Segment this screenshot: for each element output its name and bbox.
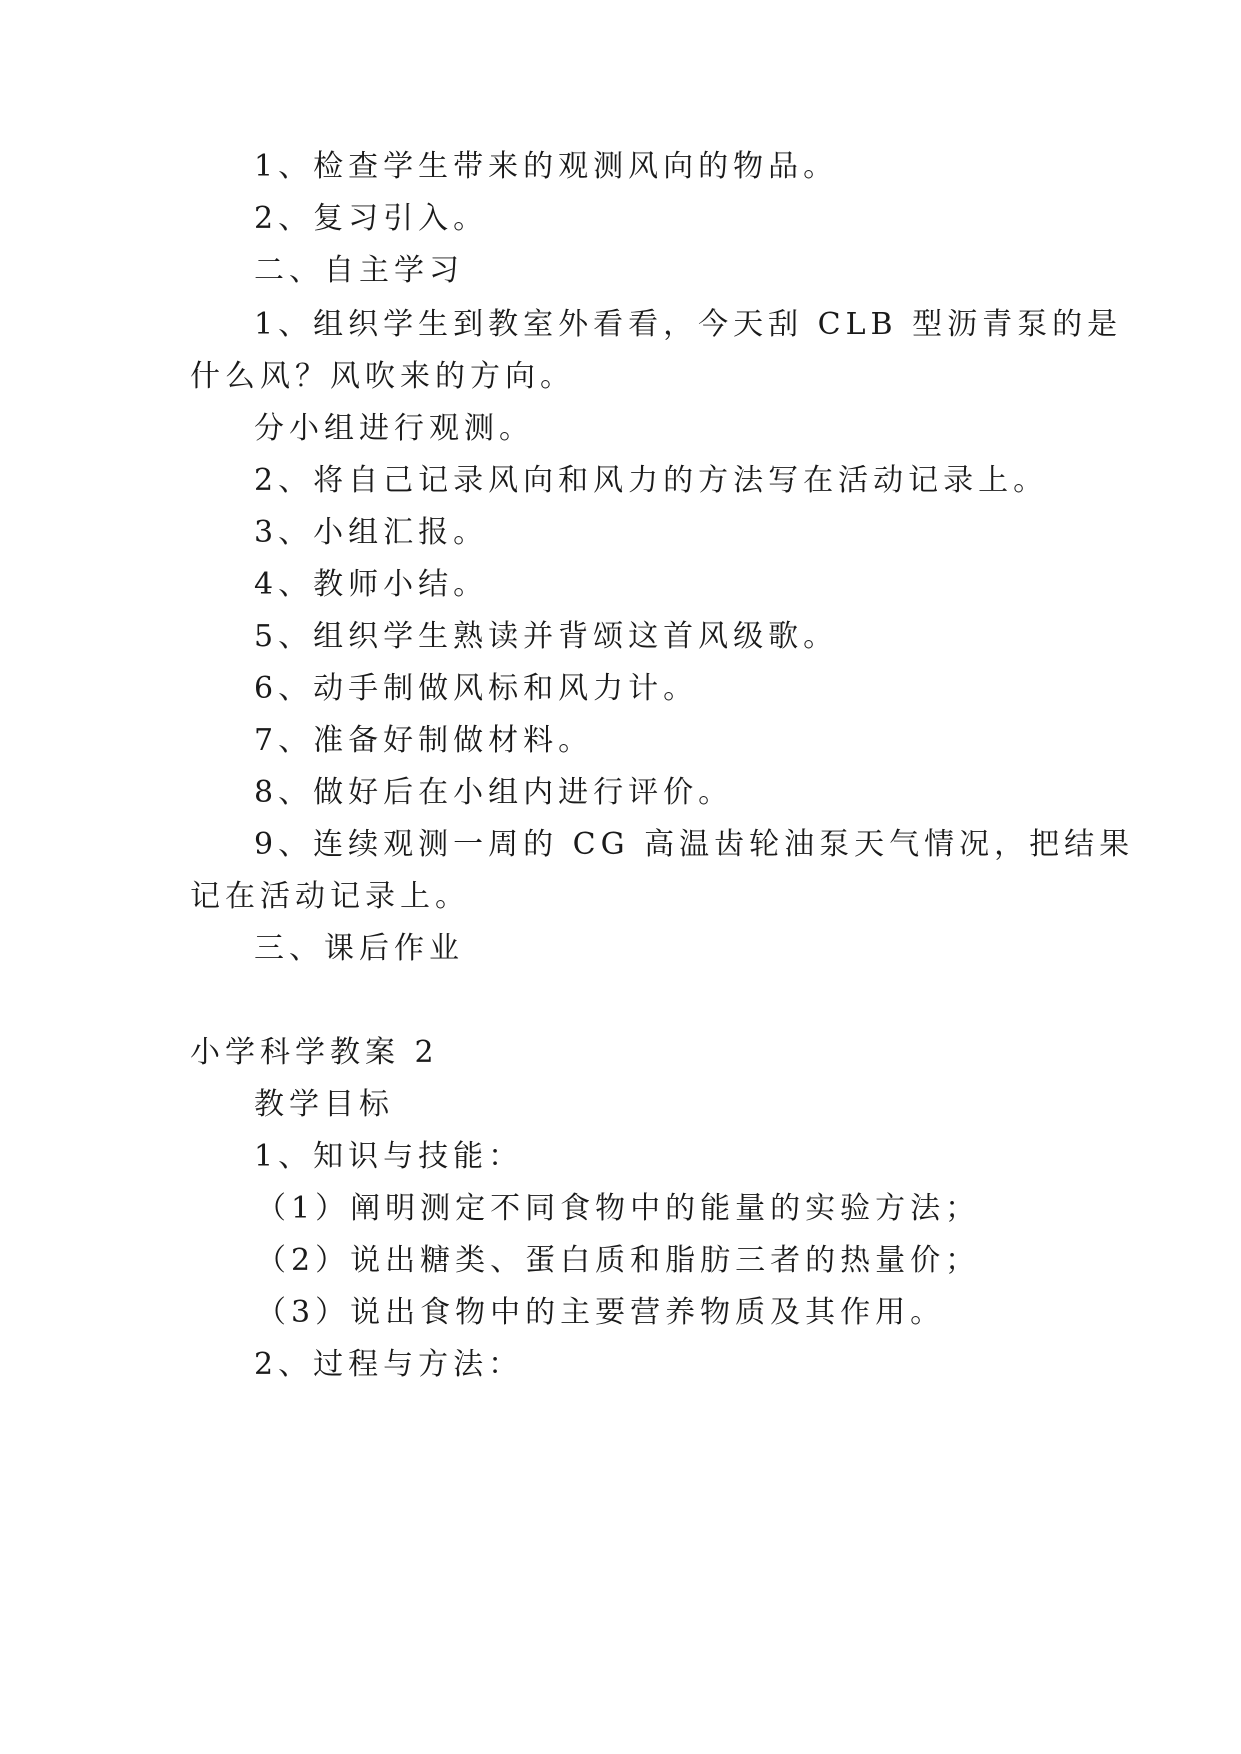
step-check-items: 1、检查学生带来的观测风向的物品。 bbox=[254, 149, 839, 184]
step-group-report: 3、小组汇报。 bbox=[254, 515, 489, 550]
step-organize-outside: 1、组织学生到教室外看看，今天刮 CLB 型沥青泵的是 bbox=[254, 307, 1123, 342]
goal-process-method: 2、过程与方法： bbox=[254, 1347, 524, 1382]
group-observe: 分小组进行观测。 bbox=[254, 411, 534, 446]
step-group-evaluate: 8、做好后在小组内进行评价。 bbox=[254, 775, 734, 810]
heading-teaching-goals: 教学目标 bbox=[254, 1087, 394, 1122]
goal-item-1: （1）阐明测定不同食物中的能量的实验方法； bbox=[256, 1191, 981, 1226]
section-title: 小学科学教案 2 bbox=[190, 1035, 439, 1070]
step-record-method: 2、将自己记录风向和风力的方法写在活动记录上。 bbox=[254, 463, 1049, 498]
step-review-intro: 2、复习引入。 bbox=[254, 201, 489, 236]
step-observe-week: 9、连续观测一周的 CG 高温齿轮油泵天气情况，把结果 bbox=[254, 827, 1135, 862]
step-organize-outside-cont: 什么风？风吹来的方向。 bbox=[190, 359, 575, 394]
step-prepare-materials: 7、准备好制做材料。 bbox=[254, 723, 594, 758]
goal-item-3: （3）说出食物中的主要营养物质及其作用。 bbox=[256, 1295, 946, 1330]
goal-knowledge-skills: 1、知识与技能： bbox=[254, 1139, 524, 1174]
step-teacher-summary: 4、教师小结。 bbox=[254, 567, 489, 602]
step-recite-song: 5、组织学生熟读并背颂这首风级歌。 bbox=[254, 619, 839, 654]
step-make-vane: 6、动手制做风标和风力计。 bbox=[254, 671, 699, 706]
heading-self-study: 二、自主学习 bbox=[254, 253, 464, 288]
heading-homework: 三、课后作业 bbox=[254, 931, 464, 966]
goal-item-2: （2）说出糖类、蛋白质和脂肪三者的热量价； bbox=[256, 1243, 981, 1278]
step-observe-week-cont: 记在活动记录上。 bbox=[190, 879, 470, 914]
